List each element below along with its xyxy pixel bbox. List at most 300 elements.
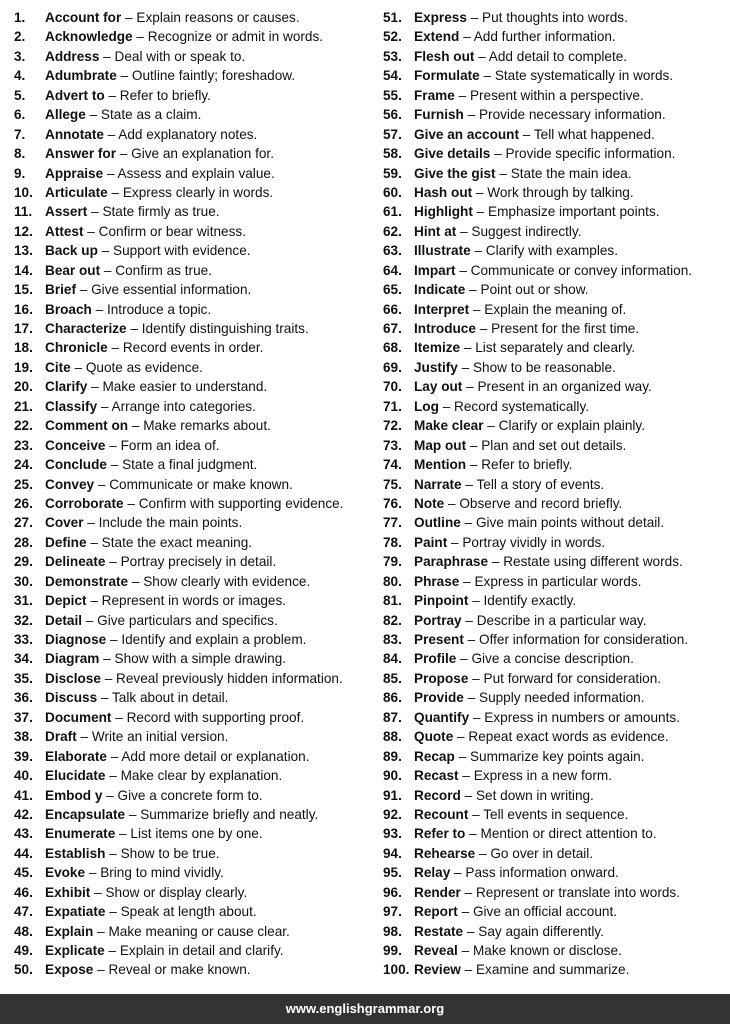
list-item <box>14 144 376 163</box>
item-number: 92. <box>383 806 402 822</box>
item-separator: – <box>100 262 116 278</box>
list-item <box>14 708 376 727</box>
item-definition: Communicate or make known. <box>109 476 293 492</box>
item-separator: – <box>97 690 113 706</box>
item-number: 68. <box>383 340 402 356</box>
item-number: 63. <box>383 243 402 259</box>
item-separator: – <box>105 768 121 784</box>
item-separator: – <box>455 262 471 278</box>
item-separator: – <box>465 826 481 842</box>
item-number: 59. <box>383 165 402 181</box>
item-definition: Identify exactly. <box>483 593 577 609</box>
item-term: Hint at <box>414 223 457 239</box>
item-separator: – <box>86 593 102 609</box>
item-separator: – <box>75 282 92 298</box>
item-separator: – <box>468 806 484 822</box>
item-term: Document <box>45 709 112 725</box>
item-term: Assert <box>45 204 88 220</box>
item-definition: Clarify or explain plainly. <box>498 418 645 434</box>
item-definition: Describe in a particular way. <box>476 612 647 628</box>
list-item <box>383 533 728 552</box>
item-number: 87. <box>383 709 402 725</box>
item-number: 11. <box>14 204 33 220</box>
list-item <box>383 824 728 843</box>
item-separator: – <box>462 379 478 395</box>
item-term: Log <box>414 398 439 414</box>
item-number: 1. <box>14 10 26 25</box>
list-item <box>383 513 728 532</box>
list-item <box>14 960 376 979</box>
item-term: Account for <box>45 10 122 25</box>
list-item <box>14 436 376 455</box>
item-term: Enumerate <box>45 826 116 842</box>
item-separator: – <box>463 923 479 939</box>
item-term: Define <box>45 534 87 550</box>
item-separator: – <box>459 573 475 589</box>
item-separator: – <box>82 612 98 628</box>
list-item <box>14 47 376 66</box>
item-term: Portray <box>414 612 462 628</box>
item-definition: Add explanatory notes. <box>118 126 258 142</box>
list-item <box>383 960 728 979</box>
item-definition: Include the main points. <box>98 515 243 531</box>
list-item <box>14 86 376 105</box>
item-separator: – <box>93 923 109 939</box>
item-separator: – <box>466 437 482 453</box>
item-number: 81. <box>383 593 402 609</box>
list-item <box>14 863 376 882</box>
list-item <box>383 941 728 960</box>
list-item <box>14 649 376 668</box>
item-term: Introduce <box>414 321 476 336</box>
item-term: Articulate <box>45 184 108 200</box>
item-term: Cover <box>45 515 84 531</box>
item-definition: Reveal or make known. <box>108 962 251 978</box>
item-number: 34. <box>14 651 33 667</box>
item-term: Quantify <box>414 709 470 725</box>
item-term: Broach <box>45 301 92 317</box>
list-item <box>14 261 376 280</box>
list-item <box>383 455 728 474</box>
item-separator: – <box>444 495 460 511</box>
item-term: Brief <box>45 282 76 298</box>
item-definition: Show clearly with evidence. <box>143 573 311 589</box>
item-number: 97. <box>383 904 402 920</box>
item-definition: Add further information. <box>473 29 616 45</box>
item-term: Make clear <box>414 418 484 434</box>
item-term: Indicate <box>414 282 466 298</box>
left-column <box>14 8 376 980</box>
item-number: 76. <box>383 495 402 511</box>
item-separator: – <box>460 515 476 531</box>
list-item <box>14 727 376 746</box>
item-term: Corroborate <box>45 495 124 511</box>
item-number: 74. <box>383 457 402 473</box>
item-number: 49. <box>14 943 33 958</box>
item-term: Propose <box>414 670 469 686</box>
item-definition: Show to be reasonable. <box>472 359 616 375</box>
list-item <box>383 649 728 668</box>
item-separator: – <box>461 476 477 492</box>
item-term: Characterize <box>45 321 127 336</box>
item-number: 9. <box>14 165 26 181</box>
list-item <box>383 222 728 241</box>
list-item <box>14 377 376 396</box>
item-term: Comment on <box>45 418 129 434</box>
item-separator: – <box>93 962 109 978</box>
item-number: 95. <box>383 865 402 881</box>
list-item <box>383 727 728 746</box>
item-term: Exhibit <box>45 884 91 900</box>
list-item <box>14 319 376 338</box>
item-definition: State a final judgment. <box>122 457 258 473</box>
item-definition: Present for the first time. <box>491 321 640 336</box>
item-term: Annotate <box>45 126 104 142</box>
list-item <box>383 708 728 727</box>
item-separator: – <box>106 748 122 764</box>
item-term: Give details <box>414 146 491 162</box>
item-definition: Provide specific information. <box>505 146 676 162</box>
list-item <box>14 494 376 513</box>
item-separator: – <box>126 321 142 336</box>
item-definition: Make clear by explanation. <box>120 768 283 784</box>
item-number: 64. <box>383 262 402 278</box>
item-term: Paraphrase <box>414 554 489 570</box>
list-item <box>14 27 376 46</box>
item-definition: Make known or disclose. <box>472 943 622 958</box>
item-separator: – <box>103 165 118 181</box>
item-number: 83. <box>383 632 402 647</box>
item-definition: Go over in detail. <box>490 845 594 861</box>
list-item <box>14 105 376 124</box>
item-number: 26. <box>14 495 33 511</box>
item-number: 69. <box>383 359 402 375</box>
list-item <box>383 591 728 610</box>
item-number: 70. <box>383 379 402 395</box>
list-item <box>383 338 728 357</box>
item-separator: – <box>466 10 483 25</box>
item-separator: – <box>454 87 470 103</box>
item-separator: – <box>463 107 479 123</box>
list-item <box>14 183 376 202</box>
list-item <box>383 397 728 416</box>
list-item <box>383 280 728 299</box>
item-separator: – <box>105 437 121 453</box>
item-separator: – <box>460 787 476 803</box>
item-term: Attest <box>45 223 84 239</box>
item-definition: Examine and summarize. <box>475 962 630 978</box>
item-separator: – <box>116 68 132 84</box>
item-number: 47. <box>14 904 33 920</box>
list-item <box>14 533 376 552</box>
item-term: Extend <box>414 29 460 45</box>
item-term: Encapsulate <box>45 806 126 822</box>
item-separator: – <box>106 457 123 473</box>
item-separator: – <box>87 379 103 395</box>
item-number: 5. <box>14 87 26 103</box>
item-definition: Recognize or admit in words. <box>147 29 324 45</box>
item-number: 91. <box>383 787 402 803</box>
item-term: Address <box>45 48 100 64</box>
list-item <box>14 941 376 960</box>
list-item <box>14 611 376 630</box>
item-number: 6. <box>14 107 26 123</box>
item-number: 14. <box>14 262 33 278</box>
item-separator: – <box>465 282 481 298</box>
item-separator: – <box>86 534 102 550</box>
item-number: 3. <box>14 48 26 64</box>
item-definition: Plan and set out details. <box>481 437 627 453</box>
item-number: 32. <box>14 612 33 628</box>
item-number: 93. <box>383 826 402 842</box>
list-item <box>14 805 376 824</box>
item-term: Hash out <box>414 184 473 200</box>
item-number: 23. <box>14 437 33 453</box>
item-definition: Give essential information. <box>91 282 252 298</box>
item-number: 60. <box>383 184 402 200</box>
item-term: Outline <box>414 515 461 531</box>
list-item <box>14 513 376 532</box>
item-term: Review <box>414 962 461 978</box>
list-item <box>383 47 728 66</box>
list-item <box>14 883 376 902</box>
item-definition: Portray precisely in detail. <box>120 554 277 570</box>
list-item <box>14 222 376 241</box>
item-separator: – <box>132 29 148 45</box>
item-term: Express <box>414 10 467 25</box>
item-term: Back up <box>45 243 98 259</box>
list-item <box>383 125 728 144</box>
list-item <box>14 902 376 921</box>
item-number: 43. <box>14 826 33 842</box>
item-separator: – <box>461 612 477 628</box>
list-item <box>14 591 376 610</box>
item-number: 54. <box>383 68 402 84</box>
item-term: Chronicle <box>45 340 108 356</box>
item-definition: Support with evidence. <box>113 243 251 259</box>
item-separator: – <box>83 223 99 239</box>
item-separator: – <box>454 748 470 764</box>
item-separator: – <box>128 573 144 589</box>
item-definition: Suggest indirectly. <box>471 223 582 239</box>
item-separator: – <box>87 204 103 220</box>
list-item <box>14 8 376 27</box>
item-separator: – <box>450 865 466 881</box>
item-number: 66. <box>383 301 402 317</box>
item-separator: – <box>97 243 114 259</box>
item-term: Mention <box>414 457 467 473</box>
item-term: Frame <box>414 87 455 103</box>
item-term: Cite <box>45 359 71 375</box>
item-term: Elaborate <box>45 748 107 764</box>
item-definition: Work through by talking. <box>487 184 634 200</box>
item-term: Classify <box>45 398 98 414</box>
item-separator: – <box>103 126 119 142</box>
list-item <box>14 241 376 260</box>
item-number: 27. <box>14 515 33 531</box>
item-separator: – <box>457 359 473 375</box>
item-separator: – <box>483 418 499 434</box>
item-number: 100. <box>383 962 410 978</box>
item-separator: – <box>472 204 489 220</box>
item-definition: Express in numbers or amounts. <box>484 709 680 725</box>
item-definition: Assess and explain value. <box>117 165 275 181</box>
item-number: 55. <box>383 87 402 103</box>
item-number: 2. <box>14 29 26 45</box>
item-definition: Speak at length about. <box>120 904 257 920</box>
item-separator: – <box>456 223 472 239</box>
list-item <box>383 902 728 921</box>
item-separator: – <box>106 632 122 647</box>
list-item <box>14 844 376 863</box>
item-term: Expatiate <box>45 904 106 920</box>
item-number: 99. <box>383 943 402 958</box>
item-number: 89. <box>383 748 402 764</box>
item-definition: Offer information for consideration. <box>479 632 689 647</box>
list-item <box>14 824 376 843</box>
item-number: 7. <box>14 126 26 142</box>
list-item <box>383 669 728 688</box>
list-item <box>14 125 376 144</box>
item-term: Bear out <box>45 262 101 278</box>
item-definition: Talk about in detail. <box>112 690 229 706</box>
item-number: 4. <box>14 68 26 84</box>
item-separator: – <box>475 845 491 861</box>
item-number: 29. <box>14 554 33 570</box>
list-item <box>383 436 728 455</box>
item-definition: Show to be true. <box>120 845 220 861</box>
item-number: 31. <box>14 593 33 609</box>
item-separator: – <box>488 554 504 570</box>
list-item <box>383 630 728 649</box>
item-number: 8. <box>14 146 26 162</box>
item-definition: Make meaning or cause clear. <box>108 923 290 939</box>
item-definition: Emphasize important points. <box>488 204 660 220</box>
item-definition: Form an idea of. <box>120 437 220 453</box>
item-definition: Deal with or speak to. <box>114 48 246 64</box>
item-definition: Confirm or bear witness. <box>98 223 246 239</box>
item-separator: – <box>105 845 121 861</box>
list-item <box>14 455 376 474</box>
list-item <box>383 805 728 824</box>
item-term: Impart <box>414 262 456 278</box>
list-item <box>14 766 376 785</box>
item-number: 96. <box>383 884 402 900</box>
item-number: 75. <box>383 476 402 492</box>
item-definition: List separately and clearly. <box>475 340 636 356</box>
item-separator: – <box>453 729 469 745</box>
list-item <box>14 300 376 319</box>
item-separator: – <box>447 534 463 550</box>
item-number: 52. <box>383 29 402 45</box>
item-term: Furnish <box>414 107 464 123</box>
list-item <box>14 688 376 707</box>
item-definition: Express in particular words. <box>474 573 642 589</box>
item-number: 15. <box>14 282 33 298</box>
list-item <box>383 300 728 319</box>
item-separator: – <box>111 709 127 725</box>
list-item <box>383 105 728 124</box>
list-item <box>383 377 728 396</box>
item-definition: Give an official account. <box>472 904 618 920</box>
item-term: Present <box>414 632 464 647</box>
right-column <box>383 8 728 980</box>
list-item <box>383 494 728 513</box>
item-separator: – <box>85 865 101 881</box>
item-number: 39. <box>14 748 33 764</box>
item-separator: – <box>83 515 99 531</box>
item-definition: Refer to briefly. <box>119 87 211 103</box>
item-definition: Give a concise description. <box>471 651 634 667</box>
item-term: Draft <box>45 729 77 745</box>
item-term: Lay out <box>414 379 463 395</box>
item-definition: Record events in order. <box>122 340 264 356</box>
item-number: 12. <box>14 223 33 239</box>
item-definition: Explain in detail and clarify. <box>119 943 284 958</box>
list-item <box>383 747 728 766</box>
list-item <box>14 552 376 571</box>
item-number: 73. <box>383 437 402 453</box>
item-definition: Represent in words or images. <box>101 593 287 609</box>
item-number: 20. <box>14 379 33 395</box>
item-number: 51. <box>383 10 402 25</box>
item-definition: Show or display clearly. <box>105 884 248 900</box>
item-separator: – <box>519 126 534 142</box>
item-definition: Show with a simple drawing. <box>114 651 287 667</box>
list-item <box>383 572 728 591</box>
item-term: Rehearse <box>414 845 476 861</box>
item-separator: – <box>91 301 107 317</box>
item-term: Map out <box>414 437 467 453</box>
item-term: Convey <box>45 476 95 492</box>
item-definition: Quote as evidence. <box>85 359 203 375</box>
item-number: 86. <box>383 690 402 706</box>
item-number: 22. <box>14 418 33 434</box>
list-item <box>14 280 376 299</box>
item-term: Recast <box>414 768 459 784</box>
list-item <box>14 475 376 494</box>
item-definition: State systematically in words. <box>494 68 674 84</box>
item-number: 80. <box>383 573 402 589</box>
item-term: Detail <box>45 612 83 628</box>
item-number: 35. <box>14 670 33 686</box>
item-number: 24. <box>14 457 33 473</box>
item-number: 13. <box>14 243 33 259</box>
item-definition: Confirm with supporting evidence. <box>138 495 344 511</box>
item-separator: – <box>469 301 485 317</box>
list-item <box>383 786 728 805</box>
item-number: 18. <box>14 340 33 356</box>
item-definition: Tell what happened. <box>533 126 655 142</box>
item-number: 85. <box>383 670 402 686</box>
list-item <box>14 66 376 85</box>
item-definition: Give an explanation for. <box>131 146 274 162</box>
item-definition: Identify distinguishing traits. <box>141 321 309 336</box>
list-item <box>383 863 728 882</box>
item-definition: Supply needed information. <box>479 690 645 706</box>
item-term: Give an account <box>414 126 520 142</box>
list-item <box>14 572 376 591</box>
item-definition: List items one by one. <box>130 826 263 842</box>
item-separator: – <box>76 729 92 745</box>
item-definition: Summarize key points again. <box>469 748 645 764</box>
item-definition: Explain reasons or causes. <box>136 10 300 25</box>
list-item <box>14 922 376 941</box>
item-definition: Present within a perspective. <box>469 87 644 103</box>
item-separator: – <box>99 651 115 667</box>
list-item <box>383 844 728 863</box>
item-definition: Add detail to complete. <box>488 48 628 64</box>
